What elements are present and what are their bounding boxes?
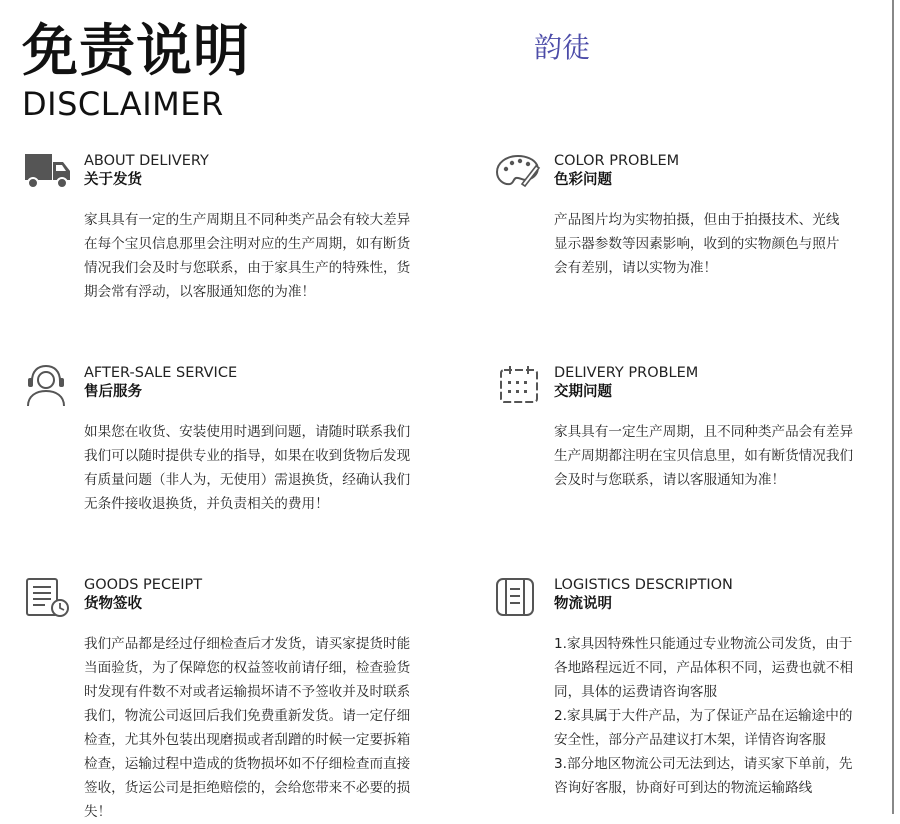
- watermark-text: 韵徒: [534, 31, 591, 64]
- palette-icon: [494, 152, 542, 196]
- section-body: [554, 420, 890, 492]
- body-line: 安全性，部分产品建议打木架，详情咨询客服: [554, 732, 826, 748]
- section-body: [554, 208, 884, 280]
- section-title-zh: 关于发货: [84, 172, 142, 188]
- body-line: 当面验货，为了保障您的权益签收前请仔细，检查验货: [84, 660, 411, 676]
- section-title-zh: 物流说明: [554, 596, 612, 612]
- body-line: 如果您在收货、安装使用时遇到问题，请随时联系我们: [84, 424, 411, 440]
- page-title-zh: 免责说明: [22, 19, 250, 84]
- body-line: 无条件接收退换货，并负责相关的费用！: [84, 496, 329, 512]
- body-line: 时发现有件数不对或者运输损坏请不予签收并及时联系: [84, 684, 411, 700]
- body-line: 家具具有一定生产周期，且不同种类产品会有差异: [554, 424, 854, 440]
- section-body: [84, 208, 444, 304]
- section-title-en: DELIVERY PROBLEM: [554, 365, 699, 381]
- body-line: 家具具有一定的生产周期且不同种类产品会有较大差异: [84, 212, 411, 228]
- clipboard-clock-icon: [24, 576, 72, 620]
- calendar-icon: [494, 364, 542, 408]
- body-line: 检查，尤其外包装出现磨损或者刮蹭的时候一定要拆箱: [84, 732, 411, 748]
- section-title-en: COLOR PROBLEM: [554, 153, 680, 169]
- section-title-zh: 色彩问题: [554, 172, 612, 188]
- section-body: [84, 632, 444, 824]
- body-line: 各地路程远近不同，产品体积不同，运费也就不相: [554, 660, 854, 676]
- truck-icon: [24, 152, 72, 196]
- body-line: 情况我们会及时与您联系，由于家具生产的特殊性，货: [84, 260, 411, 276]
- body-line: 签收，货运公司是拒绝赔偿的，会给您带来不必要的损: [84, 780, 411, 796]
- body-line: 我们产品都是经过仔细检查后才发货，请买家提货时能: [84, 636, 411, 652]
- section-body: [554, 632, 890, 800]
- body-line: 会及时与您联系，请以客服通知为准！: [554, 472, 786, 488]
- body-line: 我们，物流公司返回后我们免费重新发货。请一定仔细: [84, 708, 411, 724]
- section-title-en: AFTER-SALE SERVICE: [84, 365, 238, 381]
- section-title-en: ABOUT DELIVERY: [84, 153, 209, 169]
- body-line: 有质量问题（非人为，无使用）需退换货，经确认我们: [84, 472, 411, 488]
- body-line: 咨询好客服，协商好可到达的物流运输路线: [554, 780, 813, 796]
- body-line: 会有差别，请以实物为准！: [554, 260, 718, 276]
- body-line: 同，具体的运费请咨询客服: [554, 684, 718, 700]
- body-line: 2.家具属于大件产品，为了保证产品在运输途中的: [554, 708, 853, 724]
- section-title-en: LOGISTICS DESCRIPTION: [554, 577, 733, 593]
- headset-icon: [24, 364, 72, 408]
- section-title-zh: 交期问题: [554, 384, 612, 400]
- body-line: 检查，运输过程中造成的货物损坏如不仔细检查而直接: [84, 756, 411, 772]
- body-line: 1.家具因特殊性只能通过专业物流公司发货，由于: [554, 636, 853, 652]
- section-body: [84, 420, 444, 516]
- page-title-en: DISCLAIMER: [22, 85, 224, 123]
- body-line: 失！: [84, 804, 112, 820]
- section-title-en: GOODS PECEIPT: [84, 577, 203, 593]
- body-line: 期会常有浮动，以客服通知您的为准！: [84, 284, 316, 300]
- body-line: 产品图片均为实物拍摄，但由于拍摄技术、光线: [554, 212, 840, 228]
- section-title-zh: 货物签收: [84, 596, 142, 612]
- right-edge-rule: [892, 0, 894, 814]
- body-line: 生产周期都注明在宝贝信息里，如有断货情况我们: [554, 448, 854, 464]
- body-line: 在每个宝贝信息那里会注明对应的生产周期，如有断货: [84, 236, 411, 252]
- body-line: 3.部分地区物流公司无法到达，请买家下单前，先: [554, 756, 853, 772]
- body-line: 我们可以随时提供专业的指导，如果在收到货物后发现: [84, 448, 411, 464]
- body-line: 显示器参数等因素影响，收到的实物颜色与照片: [554, 236, 840, 252]
- section-title-zh: 售后服务: [84, 384, 142, 400]
- document-icon: [494, 576, 542, 620]
